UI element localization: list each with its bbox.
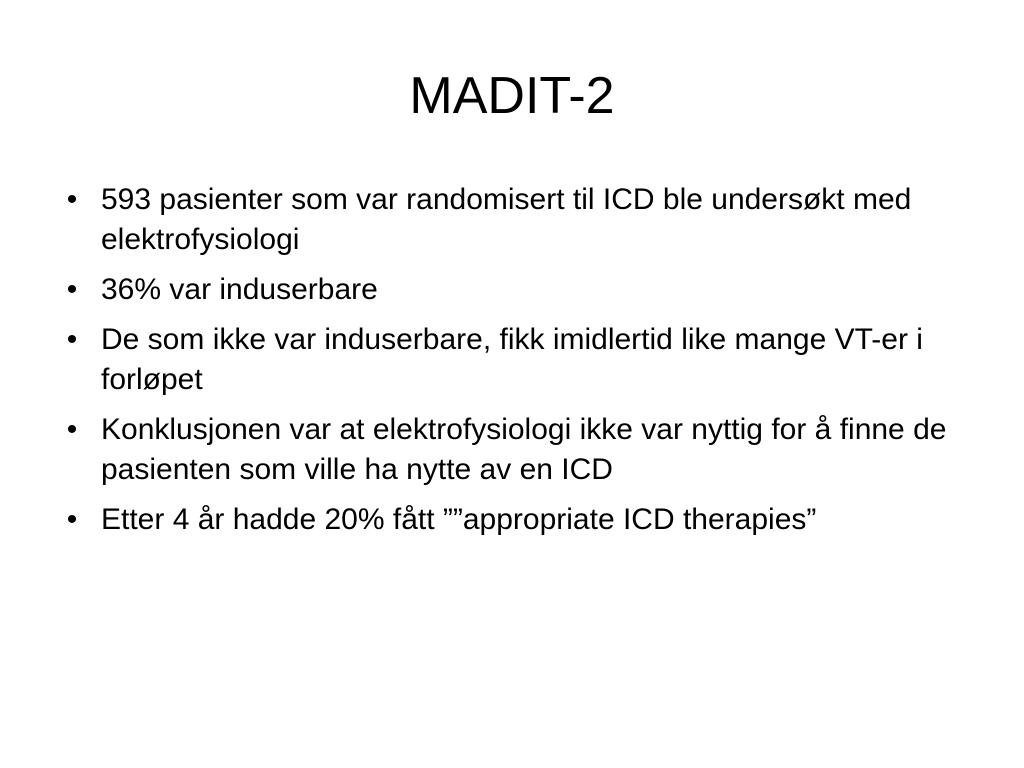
bullet-text: De som ikke var induserbare, fikk imidlertid like mange VT-er i forløpet <box>101 323 923 396</box>
bullet-list <box>60 180 960 550</box>
bullet-icon: • <box>66 323 78 356</box>
bullet-item <box>60 270 960 310</box>
bullet-text: 36% var induserbare <box>101 273 378 306</box>
bullet-item <box>60 320 960 400</box>
bullet-text: Etter 4 år hadde 20% fått ””appropriate ICD therapies” <box>101 503 817 536</box>
bullet-item <box>60 180 960 260</box>
bullet-item <box>60 410 960 490</box>
bullet-icon: • <box>66 273 78 306</box>
slide-title: MADIT-2 <box>409 67 615 125</box>
bullet-icon: • <box>66 183 78 216</box>
bullet-icon: • <box>66 503 78 536</box>
bullet-icon: • <box>66 413 78 446</box>
bullet-text: 593 pasienter som var randomisert til ICD ble undersøkt med elektrofysiologi <box>101 183 912 256</box>
bullet-text: Konklusjonen var at elektrofysiologi ikke var nyttig for å finne de pasienten som ville ha nytte av en ICD <box>101 413 947 486</box>
bullet-item <box>60 500 960 540</box>
